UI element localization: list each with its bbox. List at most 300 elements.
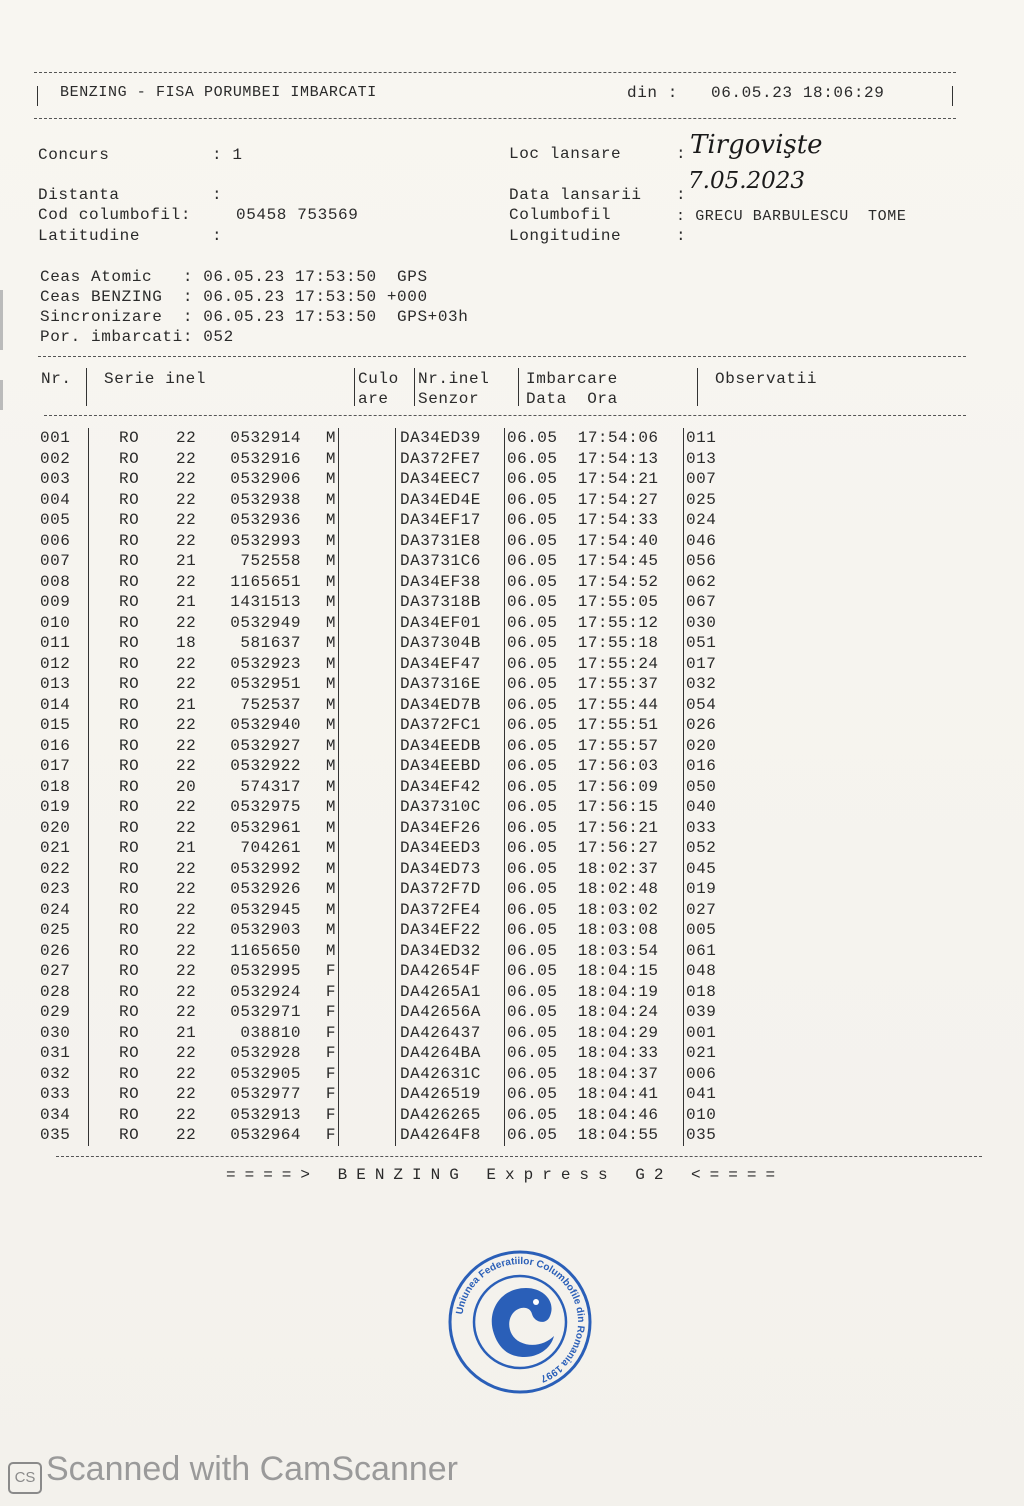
row-observatii-cell: 010: [686, 1105, 717, 1124]
table-row: [40, 449, 716, 470]
row-sex-cell: M: [301, 531, 339, 552]
row-senzor-cell: DA34EF38: [396, 572, 505, 593]
row-serie-cell: 0532949: [230, 613, 301, 632]
row-sex-cell: F: [301, 1084, 339, 1105]
row-nr-cell: 033: [40, 1084, 89, 1105]
row-serie-cell: 752537: [240, 695, 301, 714]
row-culoare-cell: [339, 838, 396, 859]
row-data: 06.05: [507, 490, 558, 509]
row-observatii-cell: 001: [686, 1023, 717, 1042]
loc-lansare-label: Loc lansare: [509, 145, 622, 163]
din-value: 06.05.23 18:06:29: [711, 84, 885, 102]
row-senzor-cell: DA34EF22: [396, 920, 505, 941]
row-serie-cell: 0532924: [230, 982, 301, 1001]
row-data-ora-cell: [505, 695, 684, 716]
distanta-label: Distanta: [38, 186, 120, 204]
table-row: [40, 510, 716, 531]
row-nr-cell: 030: [40, 1023, 89, 1044]
row-observatii-cell: 032: [686, 675, 717, 693]
table-row: [40, 879, 716, 900]
row-serie-cell: 581637: [240, 634, 301, 652]
col-senzor-header: Senzor: [418, 390, 480, 408]
row-senzor-cell: DA372F7D: [396, 879, 505, 900]
row-sex-cell: M: [301, 736, 339, 757]
row-data-ora-cell: [505, 654, 684, 675]
row-data: 06.05: [507, 839, 558, 857]
row-data-ora-cell: [505, 1105, 684, 1126]
row-observatii-cell: 056: [686, 552, 717, 570]
table-row: [40, 551, 716, 572]
data-lansarii-label: Data lansarii: [509, 186, 642, 204]
row-an-cell: 22: [176, 470, 197, 488]
row-senzor-cell: DA37310C: [396, 797, 505, 818]
row-serie-cell: 0532922: [230, 757, 301, 775]
row-observatii-cell: 035: [686, 1126, 717, 1144]
row-ora: 17:55:12: [577, 613, 659, 632]
row-data-ora-cell: [505, 879, 684, 900]
row-observatii-cell: 061: [686, 941, 717, 960]
table-row: [40, 633, 716, 654]
row-observatii-cell: 017: [686, 654, 717, 673]
row-culoare-cell: [339, 428, 396, 449]
row-data: 06.05: [507, 695, 558, 714]
row-observatii-cell: 046: [686, 531, 717, 550]
row-senzor-cell: DA34EF01: [396, 613, 505, 634]
row-data-ora-cell: [505, 572, 684, 593]
table-row: [40, 1002, 716, 1023]
camscanner-watermark: Scanned with CamScanner: [46, 1450, 459, 1488]
row-senzor-cell: DA34EEC7: [396, 469, 505, 490]
row-data-ora-cell: [505, 510, 684, 531]
row-data-ora-cell: [505, 1002, 684, 1023]
row-senzor-cell: DA426265: [396, 1105, 505, 1126]
loc-lansare-handwritten: Tirgovişte: [690, 130, 823, 160]
table-row: [40, 1105, 716, 1126]
data-lansarii-colon: :: [676, 186, 687, 204]
row-serie-cell: 0532961: [230, 818, 301, 837]
table-row: [40, 900, 716, 921]
row-serie-cell: 0532913: [230, 1105, 301, 1124]
row-tara-cell: RO: [119, 962, 140, 980]
row-serie-cell: 0532951: [230, 675, 301, 693]
row-data: 06.05: [507, 982, 558, 1001]
row-data-ora-cell: [505, 736, 684, 757]
row-tara-cell: RO: [119, 777, 140, 796]
row-nr-cell: 032: [40, 1064, 89, 1085]
por-imbarcati-line: Por. imbarcati: 052: [40, 328, 234, 346]
row-senzor-cell: DA34EF42: [396, 777, 505, 798]
table-row: [40, 920, 716, 941]
row-data: 06.05: [507, 429, 558, 447]
row-data-ora-cell: [505, 613, 684, 634]
row-tara-cell: RO: [119, 839, 140, 857]
table-row: [40, 490, 716, 511]
row-observatii-cell: 011: [686, 429, 717, 447]
row-observatii-cell: 026: [686, 716, 717, 734]
row-ora: 18:04:29: [577, 1023, 659, 1042]
row-nr-cell: 018: [40, 777, 89, 798]
row-data-ora-cell: [505, 592, 684, 613]
row-data: 06.05: [507, 798, 558, 816]
row-an-cell: 22: [176, 818, 197, 837]
row-culoare-cell: [339, 613, 396, 634]
row-senzor-cell: DA4264F8: [396, 1125, 505, 1146]
row-sex-cell: M: [301, 879, 339, 900]
row-an-cell: 22: [176, 675, 197, 693]
row-nr-cell: 023: [40, 879, 89, 900]
row-data-ora-cell: [505, 797, 684, 818]
row-serie-cell: 704261: [240, 839, 301, 857]
row-nr-cell: 004: [40, 490, 89, 511]
row-ora: 17:54:40: [577, 531, 659, 550]
row-serie-cell: 038810: [240, 1023, 301, 1042]
col-observatii-header: Observatii: [715, 370, 818, 388]
row-observatii-cell: 041: [686, 1085, 717, 1103]
row-culoare-cell: [339, 920, 396, 941]
benzing-footer: ====> BENZING Express G2 <====: [226, 1166, 785, 1184]
row-sex-cell: F: [301, 1043, 339, 1064]
row-ora: 17:55:24: [577, 654, 659, 673]
row-data-ora-cell: [505, 941, 684, 962]
row-observatii-cell: 067: [686, 593, 717, 611]
row-observatii-cell: 016: [686, 757, 717, 775]
row-observatii-cell: 013: [686, 449, 717, 468]
row-an-cell: 22: [176, 798, 197, 816]
row-nr-cell: 003: [40, 469, 89, 490]
row-data: 06.05: [507, 572, 558, 591]
row-ora: 18:03:54: [577, 941, 659, 960]
table-row: [40, 736, 716, 757]
row-ora: 18:04:19: [577, 982, 659, 1001]
row-tara-cell: RO: [119, 859, 140, 878]
row-ora: 17:55:57: [577, 736, 659, 755]
row-serie-cell: 0532926: [230, 880, 301, 898]
row-observatii-cell: 030: [686, 613, 717, 632]
row-ora: 17:55:51: [577, 716, 659, 734]
row-nr-cell: 013: [40, 674, 89, 695]
row-serie-cell: 574317: [240, 777, 301, 796]
row-tara-cell: RO: [119, 695, 140, 714]
header-divider: [414, 368, 415, 406]
row-data: 06.05: [507, 757, 558, 775]
row-an-cell: 22: [176, 1126, 197, 1144]
header-divider: [86, 368, 87, 406]
row-data: 06.05: [507, 593, 558, 611]
row-tara-cell: RO: [119, 1105, 140, 1124]
row-an-cell: 22: [176, 900, 197, 919]
row-sex-cell: M: [301, 797, 339, 818]
row-data-ora-cell: [505, 469, 684, 490]
row-serie-cell: 0532975: [230, 798, 301, 816]
row-observatii-cell: 019: [686, 880, 717, 898]
row-data-ora-cell: [505, 838, 684, 859]
row-serie-cell: 0532995: [230, 962, 301, 980]
header-divider: [354, 368, 355, 406]
row-an-cell: 21: [176, 593, 197, 611]
row-culoare-cell: [339, 654, 396, 675]
row-observatii-cell: 025: [686, 490, 717, 509]
row-nr-cell: 012: [40, 654, 89, 675]
table-row: [40, 941, 716, 962]
row-data: 06.05: [507, 716, 558, 734]
row-data-ora-cell: [505, 859, 684, 880]
row-culoare-cell: [339, 695, 396, 716]
row-ora: 18:03:02: [577, 900, 659, 919]
row-data-ora-cell: [505, 900, 684, 921]
row-ora: 17:54:21: [577, 470, 659, 488]
row-observatii-cell: 007: [686, 470, 717, 488]
row-tara-cell: RO: [119, 818, 140, 837]
table-row: [40, 613, 716, 634]
row-senzor-cell: DA4265A1: [396, 982, 505, 1003]
camscanner-badge: CS: [8, 1462, 42, 1494]
row-tara-cell: RO: [119, 736, 140, 755]
row-sex-cell: M: [301, 510, 339, 531]
row-sex-cell: M: [301, 695, 339, 716]
row-sex-cell: M: [301, 838, 339, 859]
title-dashed-rule: [34, 118, 956, 119]
row-data: 06.05: [507, 511, 558, 529]
row-nr-cell: 021: [40, 838, 89, 859]
col-culoare-header-2: are: [358, 390, 389, 408]
row-senzor-cell: DA42631C: [396, 1064, 505, 1085]
document-title: BENZING - FISA PORUMBEI IMBARCATI: [60, 84, 377, 101]
row-observatii-cell: 054: [686, 695, 717, 714]
row-culoare-cell: [339, 756, 396, 777]
row-senzor-cell: DA426437: [396, 1023, 505, 1044]
row-an-cell: 22: [176, 1003, 197, 1021]
columbofil-label: Columbofil: [509, 206, 612, 224]
row-ora: 17:56:03: [577, 757, 659, 775]
distanta-value: :: [212, 186, 223, 204]
row-ora: 18:02:48: [577, 880, 659, 898]
row-culoare-cell: [339, 982, 396, 1003]
row-senzor-cell: DA42656A: [396, 1002, 505, 1023]
row-culoare-cell: [339, 449, 396, 470]
row-serie-cell: 0532977: [230, 1085, 301, 1103]
row-culoare-cell: [339, 941, 396, 962]
row-data-ora-cell: [505, 531, 684, 552]
row-senzor-cell: DA34EEDB: [396, 736, 505, 757]
clock-dashed-rule: [38, 356, 966, 357]
row-culoare-cell: [339, 531, 396, 552]
federation-stamp: [446, 1248, 594, 1396]
table-row: [40, 654, 716, 675]
table-row: [40, 715, 716, 736]
table-row: [40, 961, 716, 982]
row-an-cell: 22: [176, 490, 197, 509]
row-sex-cell: M: [301, 572, 339, 593]
title-right-bar: [952, 86, 953, 106]
row-senzor-cell: DA42654F: [396, 961, 505, 982]
row-data: 06.05: [507, 900, 558, 919]
row-senzor-cell: DA34ED32: [396, 941, 505, 962]
row-sex-cell: F: [301, 1002, 339, 1023]
row-serie-cell: 0532923: [230, 654, 301, 673]
row-data: 06.05: [507, 613, 558, 632]
row-nr-cell: 009: [40, 592, 89, 613]
row-observatii-cell: 033: [686, 818, 717, 837]
row-senzor-cell: DA372FC1: [396, 715, 505, 736]
row-sex-cell: F: [301, 1105, 339, 1126]
row-sex-cell: M: [301, 633, 339, 654]
row-data: 06.05: [507, 777, 558, 796]
row-data: 06.05: [507, 859, 558, 878]
table-row: [40, 818, 716, 839]
row-data-ora-cell: [505, 449, 684, 470]
row-culoare-cell: [339, 633, 396, 654]
row-data: 06.05: [507, 921, 558, 939]
row-data: 06.05: [507, 962, 558, 980]
table-row: [40, 797, 716, 818]
row-an-cell: 22: [176, 921, 197, 939]
row-culoare-cell: [339, 900, 396, 921]
row-observatii-cell: 021: [686, 1044, 717, 1062]
row-sex-cell: M: [301, 900, 339, 921]
row-data: 06.05: [507, 1023, 558, 1042]
row-serie-cell: 0532993: [230, 531, 301, 550]
row-nr-cell: 006: [40, 531, 89, 552]
row-ora: 18:04:41: [577, 1085, 659, 1103]
bottom-dashed-rule: [56, 1156, 982, 1157]
row-data-ora-cell: [505, 428, 684, 449]
data-lansarii-handwritten: 7.05.2023: [688, 168, 806, 194]
row-an-cell: 18: [176, 634, 197, 652]
row-tara-cell: RO: [119, 654, 140, 673]
col-nrinel-header: Nr.inel: [418, 370, 490, 388]
row-an-cell: 21: [176, 839, 197, 857]
row-data-ora-cell: [505, 1064, 684, 1085]
row-an-cell: 22: [176, 880, 197, 898]
row-data-ora-cell: [505, 1125, 684, 1146]
row-serie-cell: 0532905: [230, 1064, 301, 1083]
row-culoare-cell: [339, 1023, 396, 1044]
row-sex-cell: M: [301, 654, 339, 675]
row-ora: 17:54:13: [577, 449, 659, 468]
table-row: [40, 1043, 716, 1064]
row-senzor-cell: DA34EED3: [396, 838, 505, 859]
table-row: [40, 592, 716, 613]
row-senzor-cell: DA372FE7: [396, 449, 505, 470]
row-culoare-cell: [339, 592, 396, 613]
row-an-cell: 22: [176, 613, 197, 632]
row-an-cell: 22: [176, 716, 197, 734]
row-an-cell: 21: [176, 1023, 197, 1042]
row-culoare-cell: [339, 1064, 396, 1085]
row-serie-cell: 1165650: [230, 941, 301, 960]
row-an-cell: 22: [176, 757, 197, 775]
row-an-cell: 22: [176, 429, 197, 447]
row-ora: 17:56:27: [577, 839, 659, 857]
row-an-cell: 22: [176, 1044, 197, 1062]
row-tara-cell: RO: [119, 613, 140, 632]
row-tara-cell: RO: [119, 1003, 140, 1021]
row-tara-cell: RO: [119, 634, 140, 652]
row-serie-cell: 0532928: [230, 1044, 301, 1062]
row-culoare-cell: [339, 1084, 396, 1105]
row-ora: 18:04:24: [577, 1003, 659, 1021]
row-tara-cell: RO: [119, 470, 140, 488]
row-ora: 17:54:45: [577, 552, 659, 570]
col-serie-header: Serie inel: [104, 370, 207, 388]
row-nr-cell: 026: [40, 941, 89, 962]
row-senzor-cell: DA34EF26: [396, 818, 505, 839]
row-data-ora-cell: [505, 490, 684, 511]
sincronizare-line: Sincronizare : 06.05.23 17:53:50 GPS+03h: [40, 308, 469, 326]
row-ora: 17:55:05: [577, 593, 659, 611]
row-sex-cell: M: [301, 449, 339, 470]
table-row: [40, 469, 716, 490]
longitudine-label: Longitudine: [509, 227, 622, 245]
row-observatii-cell: 039: [686, 1003, 717, 1021]
row-nr-cell: 025: [40, 920, 89, 941]
row-nr-cell: 011: [40, 633, 89, 654]
row-ora: 18:03:08: [577, 921, 659, 939]
row-tara-cell: RO: [119, 900, 140, 919]
scan-edge-mark: [0, 290, 3, 350]
row-culoare-cell: [339, 674, 396, 695]
row-ora: 17:56:21: [577, 818, 659, 837]
row-observatii-cell: 062: [686, 572, 717, 591]
row-an-cell: 22: [176, 962, 197, 980]
row-culoare-cell: [339, 510, 396, 531]
table-row: [40, 777, 716, 798]
row-ora: 17:55:18: [577, 634, 659, 652]
row-culoare-cell: [339, 1002, 396, 1023]
row-tara-cell: RO: [119, 798, 140, 816]
row-nr-cell: 017: [40, 756, 89, 777]
row-an-cell: 22: [176, 1085, 197, 1103]
row-sex-cell: M: [301, 428, 339, 449]
row-observatii-cell: 052: [686, 839, 717, 857]
row-serie-cell: 0532936: [230, 511, 301, 529]
row-culoare-cell: [339, 818, 396, 839]
table-row: [40, 695, 716, 716]
row-nr-cell: 001: [40, 428, 89, 449]
row-tara-cell: RO: [119, 572, 140, 591]
row-an-cell: 22: [176, 982, 197, 1001]
row-sex-cell: F: [301, 982, 339, 1003]
row-data: 06.05: [507, 1105, 558, 1124]
row-tara-cell: RO: [119, 1126, 140, 1144]
row-serie-cell: 1165651: [230, 572, 301, 591]
row-ora: 18:04:55: [577, 1126, 659, 1144]
row-sex-cell: M: [301, 818, 339, 839]
row-an-cell: 22: [176, 654, 197, 673]
concurs-label: Concurs: [38, 146, 110, 164]
header-divider: [518, 368, 519, 406]
row-nr-cell: 014: [40, 695, 89, 716]
row-tara-cell: RO: [119, 511, 140, 529]
row-culoare-cell: [339, 572, 396, 593]
longitudine-value: :: [676, 227, 687, 245]
row-data: 06.05: [507, 654, 558, 673]
row-senzor-cell: DA34ED73: [396, 859, 505, 880]
pigeon-table: [40, 428, 716, 1146]
row-an-cell: 22: [176, 449, 197, 468]
row-observatii-cell: 018: [686, 982, 717, 1001]
row-data: 06.05: [507, 1003, 558, 1021]
row-data-ora-cell: [505, 756, 684, 777]
row-observatii-cell: 024: [686, 511, 717, 529]
row-ora: 18:04:15: [577, 962, 659, 980]
row-nr-cell: 015: [40, 715, 89, 736]
row-tara-cell: RO: [119, 1085, 140, 1103]
row-ora: 17:56:15: [577, 798, 659, 816]
row-culoare-cell: [339, 736, 396, 757]
row-nr-cell: 027: [40, 961, 89, 982]
row-data: 06.05: [507, 675, 558, 693]
